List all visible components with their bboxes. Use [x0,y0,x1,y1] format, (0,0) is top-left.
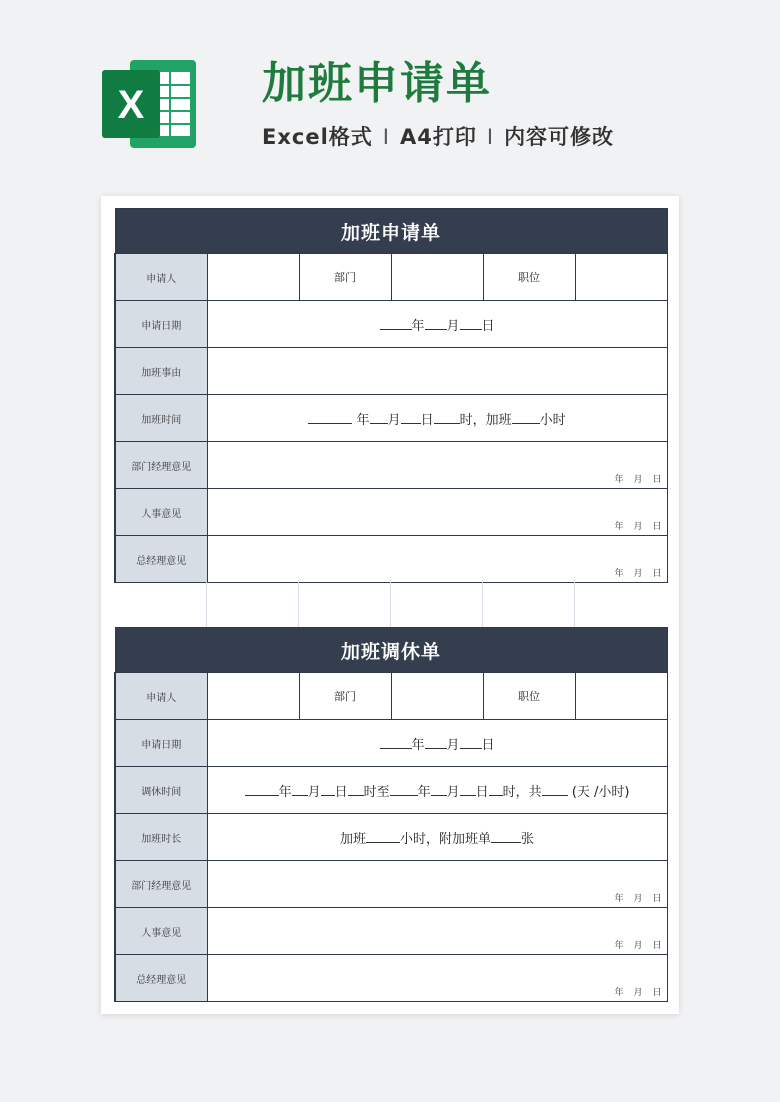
duration-label: 加班时长 [115,814,207,861]
excel-logo-icon [100,56,200,152]
duration-field[interactable]: 加班 小时，附加班单 张 [207,814,667,861]
position-field[interactable] [575,254,667,301]
form-title: 加班申请单 [115,209,667,254]
document-paper [101,196,679,1014]
gm-label: 总经理意见 [115,536,207,583]
hr-opinion-field[interactable] [207,908,667,955]
overtime-application-form [114,208,668,583]
apply-date-label: 申请日期 [115,720,207,767]
overtime-leave-form [114,627,668,1002]
page-title: 加班申请单 [262,58,492,109]
gm-label: 总经理意见 [115,955,207,1002]
hr-opinion-field[interactable] [207,489,667,536]
applicant-label: 申请人 [115,673,207,720]
hr-label: 人事意见 [115,908,207,955]
position-field[interactable] [575,673,667,720]
subtitle-editable: 内容可修改 [504,125,615,149]
dept-field[interactable] [391,673,483,720]
spacer-grid [114,582,666,627]
svg-text:X: X [117,83,145,127]
leave-time-label: 调休时间 [115,767,207,814]
applicant-label: 申请人 [115,254,207,301]
sign-date: 年 月 日 [614,475,663,485]
dept-label: 部门 [299,673,391,720]
dept-manager-label: 部门经理意见 [115,442,207,489]
position-label: 职位 [483,254,575,301]
overtime-time-label: 加班时间 [115,395,207,442]
subtitle-print: A4打印 [399,125,477,149]
overtime-time-field[interactable]: 年 月 日 时，加班 小时 [207,395,667,442]
sign-date: 年 月 日 [614,894,663,904]
form-title: 加班调休单 [115,628,667,673]
dept-manager-label: 部门经理意见 [115,861,207,908]
applicant-field[interactable] [207,673,299,720]
gm-opinion-field[interactable] [207,536,667,583]
reason-label: 加班事由 [115,348,207,395]
dept-manager-opinion-field[interactable] [207,861,667,908]
applicant-field[interactable] [207,254,299,301]
position-label: 职位 [483,673,575,720]
gm-opinion-field[interactable] [207,955,667,1002]
reason-field[interactable] [207,348,667,395]
leave-time-field[interactable]: 年 月 日 时至 年 月 日 时，共 (天 /小时) [207,767,667,814]
hr-label: 人事意见 [115,489,207,536]
sign-date: 年 月 日 [614,988,663,998]
dept-manager-opinion-field[interactable] [207,442,667,489]
subtitle-format: Excel格式 [262,125,373,149]
dept-field[interactable] [391,254,483,301]
page-subtitle: Excel格式 I A4打印 I 内容可修改 [262,125,615,149]
sign-date: 年 月 日 [614,941,663,951]
apply-date-field[interactable]: 年 月 日 [207,720,667,767]
dept-label: 部门 [299,254,391,301]
sign-date: 年 月 日 [614,522,663,532]
sign-date: 年 月 日 [614,569,663,579]
apply-date-label: 申请日期 [115,301,207,348]
apply-date-field[interactable]: 年 月 日 [207,301,667,348]
